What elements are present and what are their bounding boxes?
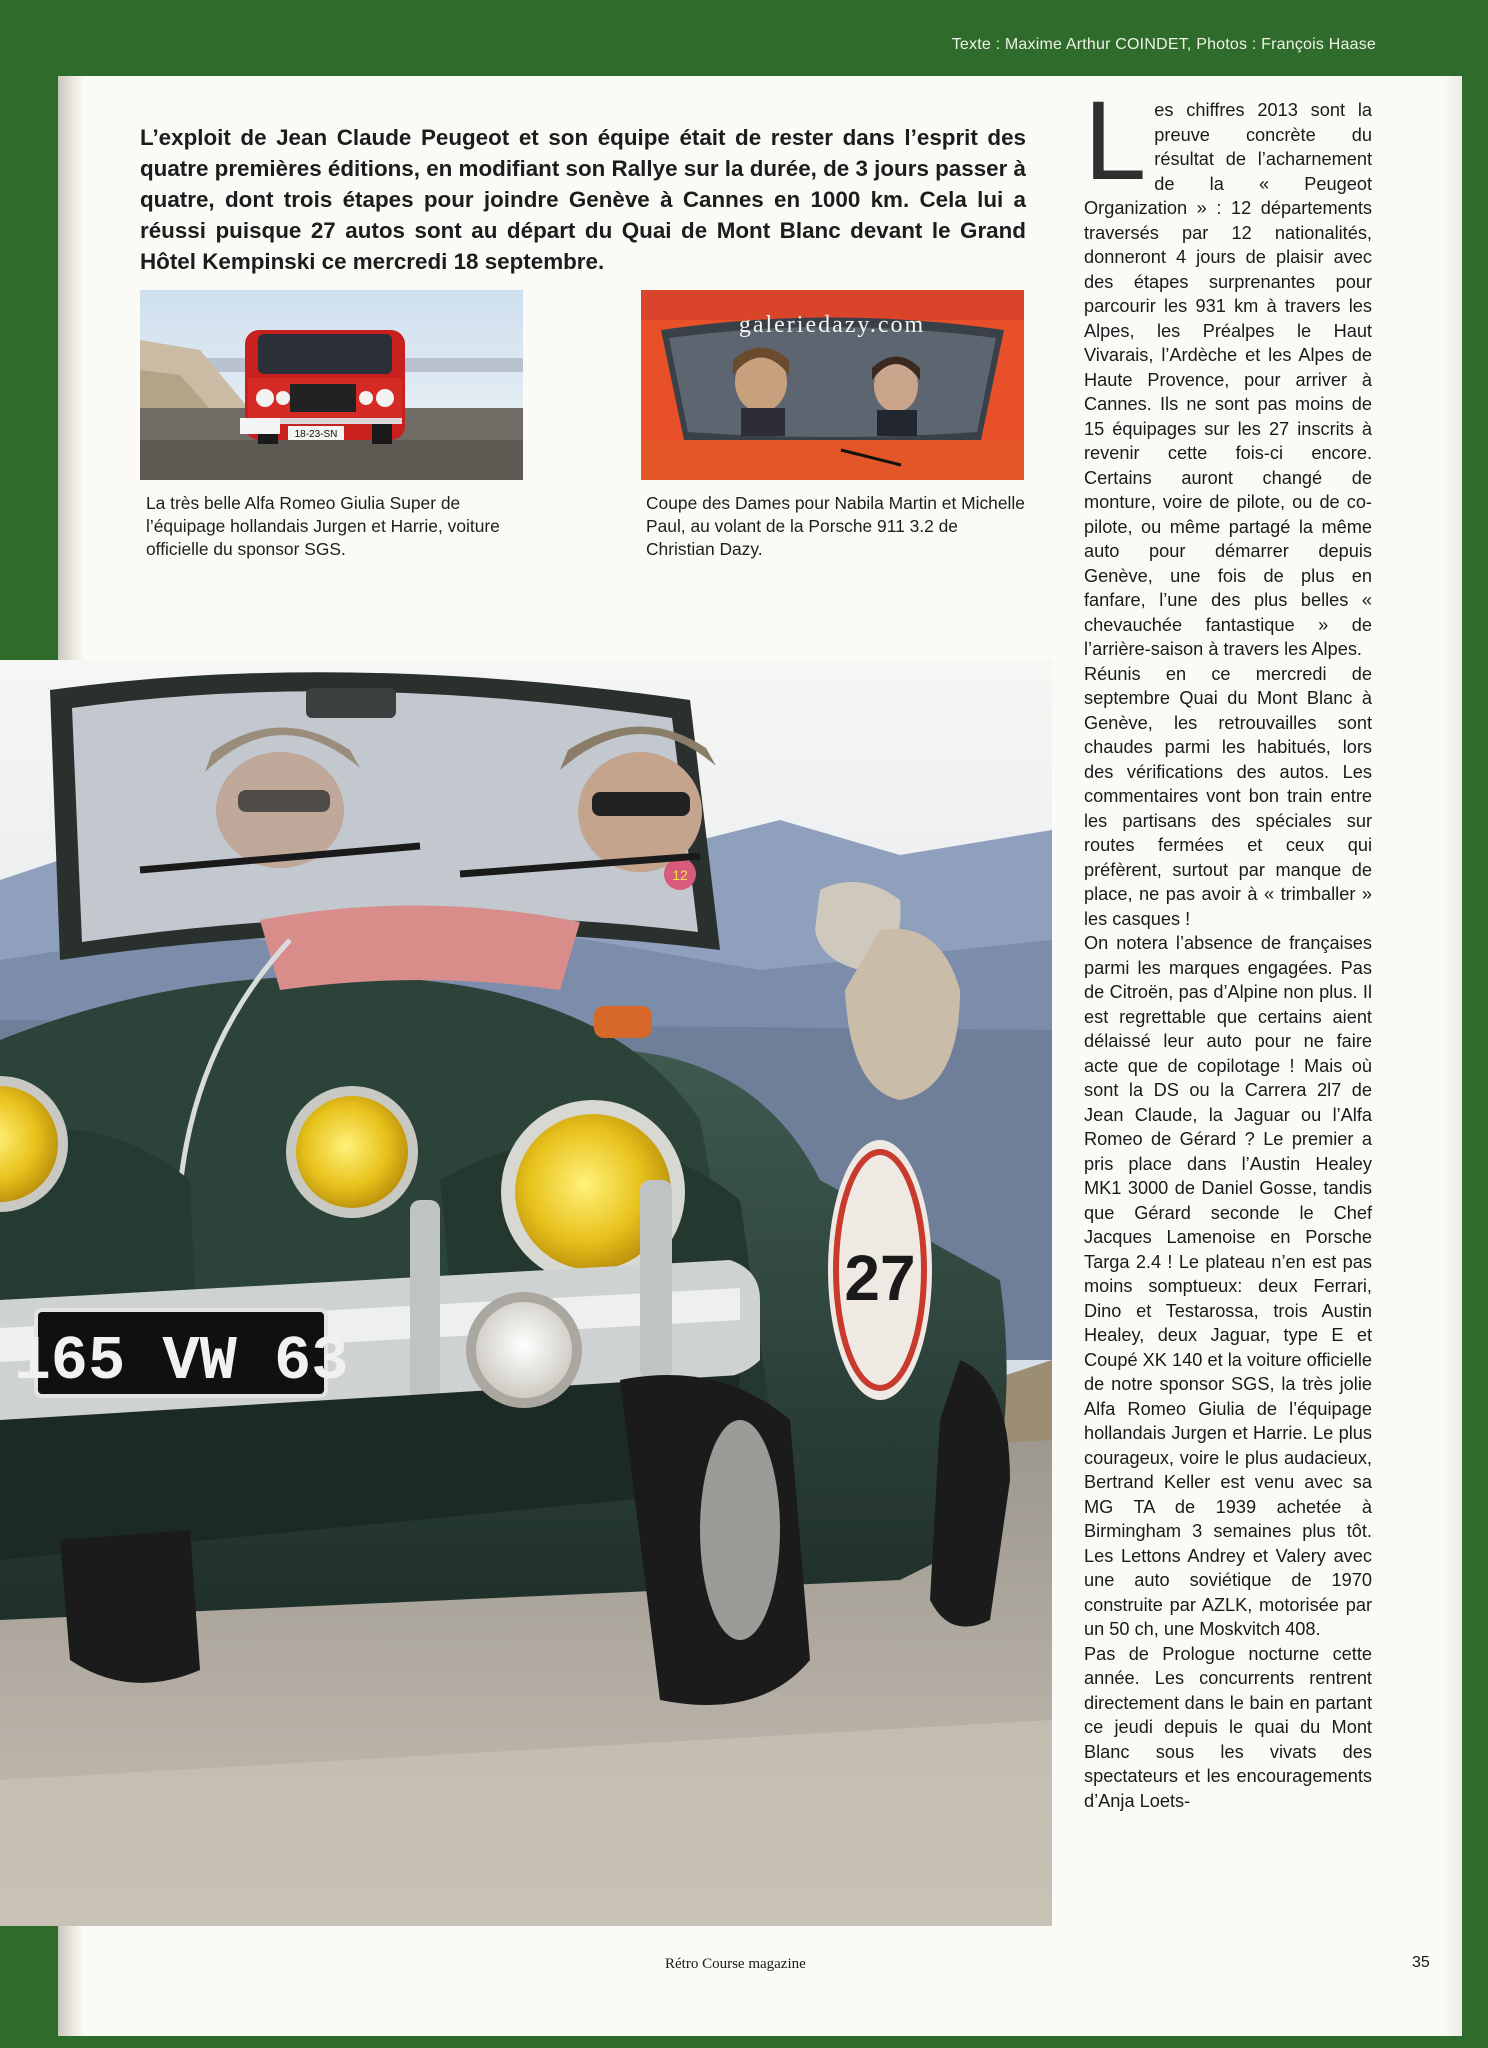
article-credits: Texte : Maxime Arthur COINDET, Photos : François Haase <box>951 36 1376 53</box>
alfa-plate: 18-23-SN <box>294 429 338 440</box>
alfa-romeo-photo <box>140 290 523 480</box>
article-paragraph: es chiffres 2013 sont la preuve concrète du résultat de l’acharnement de la « Peugeot Organization » : 12 départements traversés par 12 nationalités, donneront 4 jours de plaisir avec des étapes surprenantes pour parcourir les 931 km à travers les Alpes, les Préalpes le Haut Vivarais, l’Ardèche et les Alpes de Haute Provence, pour arriver à Cannes. Ils ne sont pas moins de 15 équipages sur les 27 inscrits à revenir cette fois-ci encore. Certains auront changé de monture, voire de pilote, ou de co-pilote, ou même partagé la même auto pour démarrer depuis Genève, une fois de plus en fanfare, l’une des plus belles « chevauchée fantastique » de l’arrière-saison à travers les Alpes. <box>1084 100 1372 659</box>
vw-beetle-photo <box>0 660 1052 1926</box>
beetle-license-plate: 165 VW 63 <box>13 1326 349 1397</box>
driver-left <box>733 348 789 437</box>
article-paragraph: Réunis en ce mercredi de septembre Quai du Mont Blanc à Genève, les retrouvailles sont chaudes parmi les habitués, lors des vérifications des autos. Les commentaires vont bon train entre les partisans des spéciales sur routes fermées et ceux qui préfèrent, surtout par manque de place, ne pas avoir à « trimballer » les casques ! <box>1084 663 1372 929</box>
porsche-photo <box>641 290 1024 480</box>
headlight-center <box>286 1086 418 1218</box>
drop-cap: L <box>1084 78 1147 203</box>
article-paragraph: Pas de Prologue nocturne cette année. Les concurrents rentrent directement dans le bain en partant ce jeudi depuis le quai du Mont Blanc sous les vivats des spectateurs et les encouragements d’Anja Loets- <box>1084 1643 1372 1811</box>
intro-paragraph: L’exploit de Jean Claude Peugeot et son équipe était de rester dans l’esprit des quatre premières éditions, en modifiant son Rallye sur la durée, de 3 jours passer à quatre, dont trois étapes pour joindre Genève à Cannes en 1000 km. Cela lui a réussi puisque 27 autos sont au départ du Quai de Mont Blanc devant le Grand Hôtel Kempinski ce mercredi 18 septembre. <box>140 125 1026 274</box>
header-band <box>0 0 1488 76</box>
article-paragraph: On notera l’absence de françaises parmi les marques engagées. Pas de Citroën, pas d’Alpine non plus. Il est regrettable que certains aient délaissé leur auto pour ne faire acte que de copilotage ! Mais où sont la DS ou la Carrera 2l7 de Jean Claude, la Jaguar ou l’Alfa Romeo de Gérard ? Le premier a pris place dans l’Austin Healey MK1 3000 de Daniel Gosse, tandis que Gérard seconde le Chef Jacques Lamenoise en Porsche Targa 2.4 ! Le plateau n’en est pas moins somptueux: deux Ferrari, Dino et Testarossa, trois Austin Healey, deux Jaguar, type E et Coupé XK 140 et la voiture officielle de notre sponsor SGS, la très jolie Alfa Romeo Giulia de l’équipage hollandais Jurgen et Harrie. Le plus courageux, voire le plus audacieux, Bertrand Keller est venu avec sa MG TA de 1939 achetée à Birmingham 3 semaines plus tôt. Les Lettons Andrey et Valery avec une auto soviétique de 1970 construite par AZLK, motorisée par un 50 ch, une Moskvitch 408. <box>1084 933 1372 1639</box>
cabin-sticker-number: 12 <box>672 867 688 883</box>
bottom-band <box>0 2036 1488 2048</box>
magazine-name: Rétro Course magazine <box>665 1956 806 1972</box>
right-page-edge <box>1462 76 1488 2048</box>
door-number: 27 <box>844 1242 916 1314</box>
porsche-caption: Coupe des Dames pour Nabila Martin et Michelle Paul, au volant de la Porsche 911 3.2 de Christian Dazy. <box>646 493 1025 559</box>
galeriedazy-banner: galeriedazy.com <box>738 312 926 338</box>
page-edge-shadow <box>1442 76 1462 2048</box>
page-number: 35 <box>1412 1954 1430 1971</box>
alfa-caption: La très belle Alfa Romeo Giulia Super de l’équipage hollandais Jurgen et Harrie, voiture officielle du sponsor SGS. <box>146 493 500 559</box>
fog-light <box>466 1292 582 1408</box>
article-column <box>1084 78 1372 1813</box>
driver-right <box>872 357 920 437</box>
